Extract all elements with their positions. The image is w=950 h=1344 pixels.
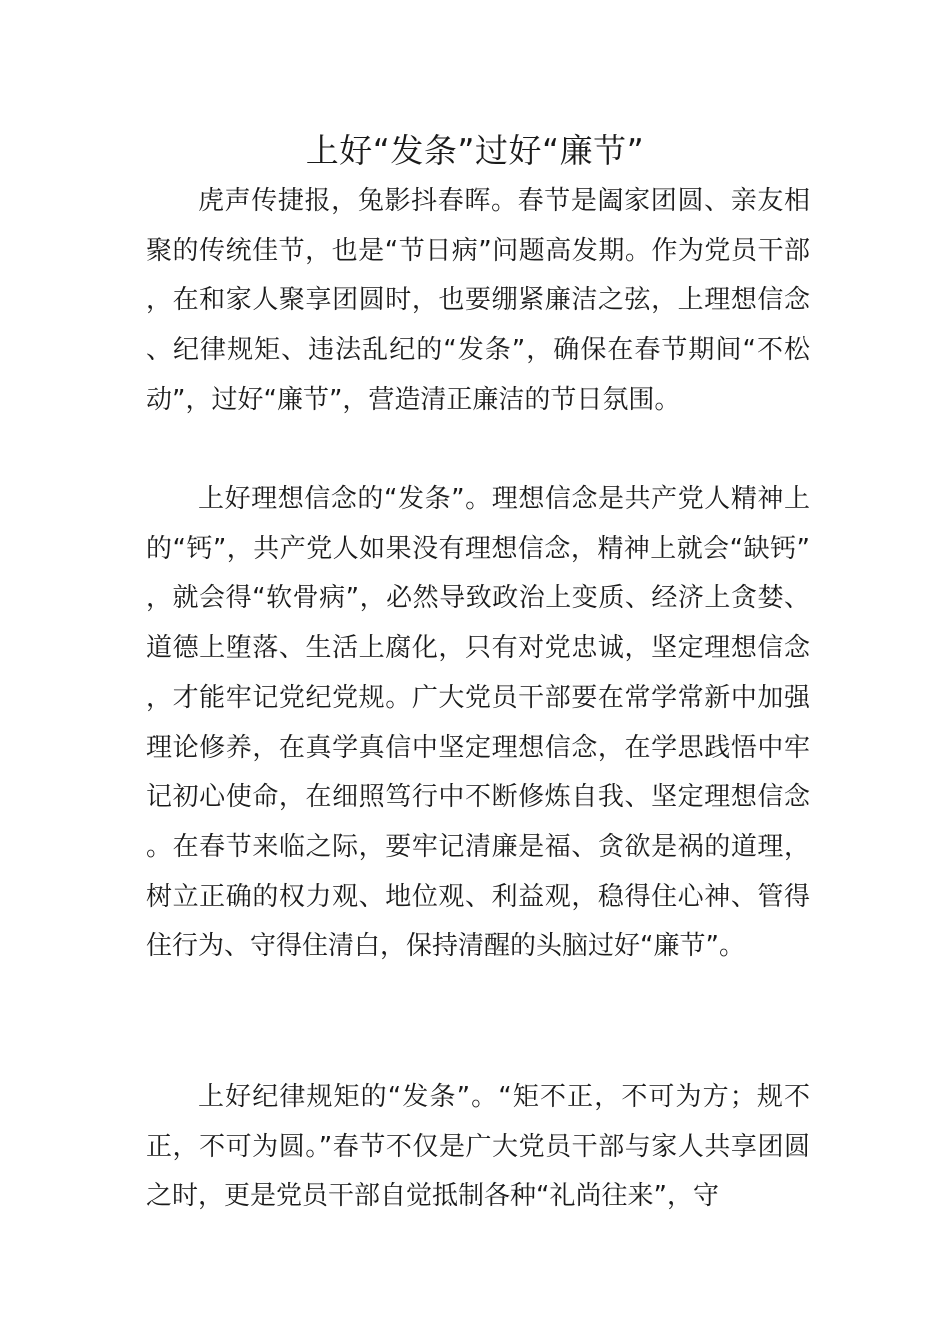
- paragraph-ideals-and-beliefs: 上好理想信念的“发条”。理想信念是共产党人精神上的“钙”，共产党人如果没有理想信念，精神上就会“缺钙”，就会得“软骨病”，必然导致政治上变质、经济上贪婪、道德上堕落、生活上腐化，只有对党忠诚，坚定理想信念，才能牢记党纪党规。广大党员干部要在常学常新中加强理论修养，在真学真信中坚定理想信念，在学思践悟中牢记初心使命，在细照笃行中不断修炼自我、坚定理想信念。在春节来临之际，要牢记清廉是福、贪欲是祸的道理，树立正确的权力观、地位观、利益观，稳得住心神、管得住行为、守得住清白，保持清醒的头脑过好“廉节”。: [146, 484, 810, 962]
- paragraph-discipline-and-rules: 上好纪律规矩的“发条”。“矩不正，不可为方；规不正，不可为圆。”春节不仅是广大党员干部与家人共享团圆之时，更是党员干部自觉抵制各种“礼尚往来”，守: [146, 1082, 810, 1212]
- document-title: 上好“发条”过好“廉节”: [305, 131, 645, 170]
- paragraph-intro: 虎声传捷报，兔影抖春晖。春节是阖家团圆、亲友相聚的传统佳节，也是“节日病”问题高发期。作为党员干部，在和家人聚享团圆时，也要绷紧廉洁之弦，上理想信念、纪律规矩、违法乱纪的“发条”，确保在春节期间“不松动”，过好“廉节”，营造清正廉洁的节日氛围。: [146, 186, 810, 415]
